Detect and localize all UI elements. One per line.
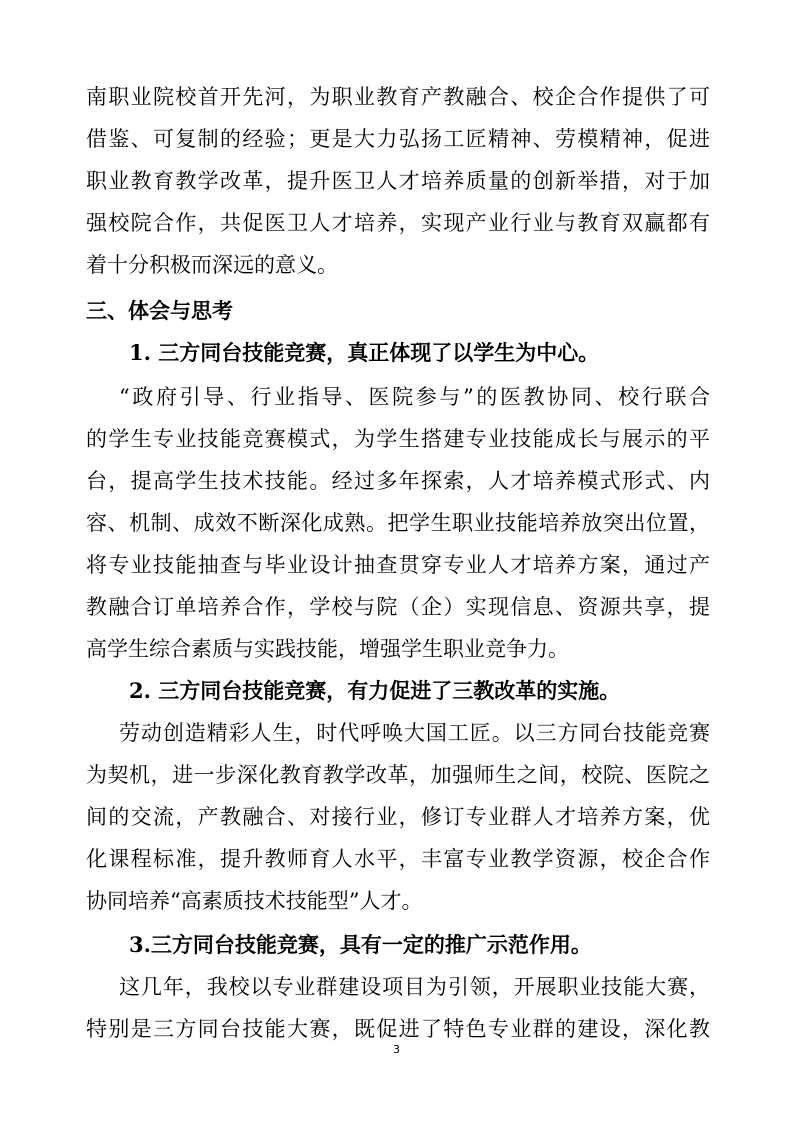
point-3-line: 这几年，我校以专业群建设项目为引领，开展职业技能大赛， bbox=[119, 975, 710, 999]
point-2-line: 为契机，进一步深化教育教学改革，加强师生之间，校院、医院之 bbox=[86, 763, 710, 787]
point-1-heading: 1. 三方同台技能竞赛，真正体现了以学生为中心。 bbox=[129, 340, 600, 365]
point-1-paragraph bbox=[86, 376, 710, 670]
point-3-heading: 3.三方同台技能竞赛，具有一定的推广示范作用。 bbox=[129, 932, 592, 957]
point-2-heading: 2. 三方同台技能竞赛，有力促进了三教改革的实施。 bbox=[129, 678, 621, 703]
intro-line-last: 着十分积极而深远的意义。 bbox=[86, 253, 338, 277]
section-heading: 三、体会与思考 bbox=[86, 298, 233, 323]
point-1-line: 将专业技能抽查与毕业设计抽查贯穿专业人才培养方案，通过产 bbox=[86, 553, 710, 577]
point-1-line: “政府引导、行业指导、医院参与”的医教协同、校行联合 bbox=[119, 385, 710, 409]
point-1-line: 容、机制、成效不断深化成熟。把学生职业技能培养放突出位置， bbox=[86, 511, 710, 535]
page-content bbox=[86, 76, 710, 1050]
point-3-paragraph bbox=[86, 966, 710, 1050]
point-2-paragraph bbox=[86, 712, 710, 922]
point-1-line: 台，提高学生技术技能。经过多年探索，人才培养模式形式、内 bbox=[86, 469, 710, 493]
point-1-line: 的学生专业技能竞赛模式，为学生搭建专业技能成长与展示的平 bbox=[86, 427, 710, 451]
point-3-line: 特别是三方同台技能大赛，既促进了特色专业群的建设，深化教 bbox=[86, 1017, 710, 1041]
point-2-line: 化课程标准，提升教师育人水平，丰富专业教学资源，校企合作 bbox=[86, 847, 710, 871]
page-number: 3 bbox=[393, 1043, 400, 1056]
intro-paragraph bbox=[86, 76, 710, 286]
point-2-line: 间的交流，产教融合、对接行业，修订专业群人才培养方案，优 bbox=[86, 805, 710, 829]
point-2-line: 劳动创造精彩人生，时代呼唤大国工匠。以三方同台技能竞赛 bbox=[119, 721, 710, 745]
point-2-line-last: 协同培养“高素质技术技能型”人才。 bbox=[86, 889, 423, 913]
intro-line: 职业教育教学改革，提升医卫人才培养质量的创新举措，对于加 bbox=[86, 169, 710, 193]
intro-line: 借鉴、可复制的经验；更是大力弘扬工匠精神、劳模精神，促进 bbox=[86, 127, 710, 151]
point-1-line: 教融合订单培养合作，学校与院（企）实现信息、资源共享，提 bbox=[86, 595, 710, 619]
point-1-line-last: 高学生综合素质与实践技能，增强学生职业竞争力。 bbox=[86, 637, 569, 661]
intro-line: 南职业院校首开先河，为职业教育产教融合、校企合作提供了可 bbox=[86, 85, 710, 109]
intro-line: 强校院合作，共促医卫人才培养，实现产业行业与教育双赢都有 bbox=[86, 211, 710, 235]
